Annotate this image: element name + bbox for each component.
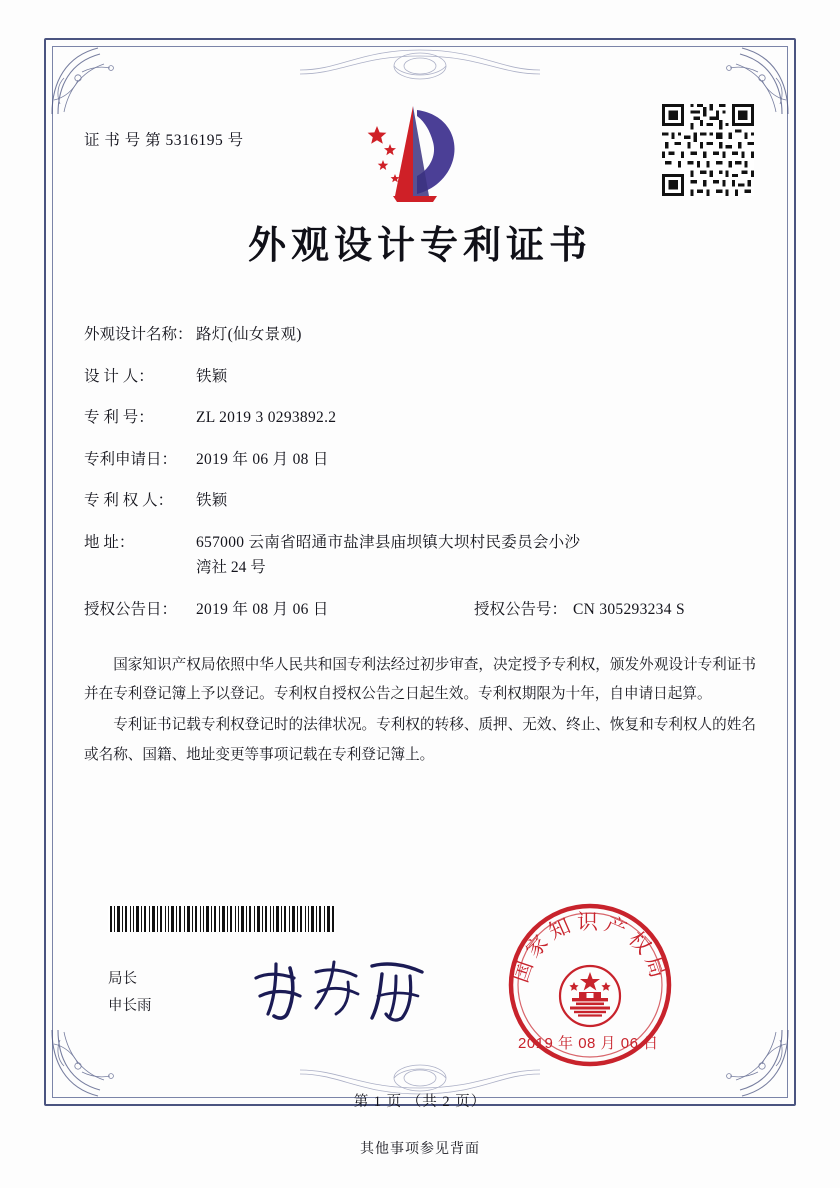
page-title: 外观设计专利证书 [247,225,592,267]
seal-date: 2019 年 08 月 06 日 [518,1035,659,1052]
field-label: 专利申请日： [84,450,178,468]
field-design-name [84,327,756,343]
address-line-1: 657000 云南省昭通市盐津县庙坝镇大坝村民委员会小沙 [196,533,581,551]
barcode [108,906,336,932]
field-patentee [84,493,756,509]
field-label: 外观设计名称： [84,326,193,343]
field-value: 2019 年 06 月 08 日 [196,450,329,468]
field-label: 地 址： [84,533,135,551]
field-value: CN 305293234 S [573,600,685,618]
field-list [84,327,756,617]
page-number: 第 1 页 （共 2 页） [353,1094,487,1110]
legal-paragraph-1: 国家知识产权局依照中华人民共和国专利法经过初步审查，决定授予专利权，颁发外观设计专利证书并在专利登记簿上予以登记。专利权自授权公告之日起生效。专利权期限为十年，自申请日起算。 [84,657,756,703]
field-label: 授权公告日： [84,600,178,618]
field-patent-number [84,410,756,426]
director-signature-block [108,966,152,1020]
field-grant-date [84,602,474,618]
field-value: 铁颖 [196,492,228,509]
address-line-2: 湾社 24 号 [196,559,266,576]
footer-note: 其他事项参见背面 [360,1142,480,1157]
director-name-label: 申长雨 [108,997,152,1014]
field-address [84,535,756,576]
field-value: ZL 2019 3 0293892.2 [196,409,337,426]
field-value: 2019 年 08 月 06 日 [196,600,329,618]
director-role-label: 局长 [108,971,137,987]
legal-paragraph-2: 专利证书记载专利权登记时的法律状况。专利权的转移、质押、无效、终止、恢复和专利权人的姓名或名称、国籍、地址变更等事项记载在专利登记簿上。 [84,717,756,763]
certificate-number: 证 书 号 第 5316195 号 [84,132,244,149]
certificate-content [84,110,756,772]
field-designer [84,369,756,385]
handwritten-signature-icon [246,952,436,1024]
seal-top-text: 国家知识产权局 [508,910,672,986]
field-application-date [84,452,756,468]
field-value: 路灯(仙女景观) [196,326,302,343]
field-label: 设 计 人： [84,367,154,385]
field-grant-row [84,602,756,618]
field-grant-number [474,602,756,618]
legal-text [84,651,756,770]
field-value: 铁颖 [196,367,228,385]
field-label: 专 利 号： [84,409,154,426]
field-label: 专 利 权 人： [84,492,174,509]
field-label: 授权公告号： [474,600,568,618]
